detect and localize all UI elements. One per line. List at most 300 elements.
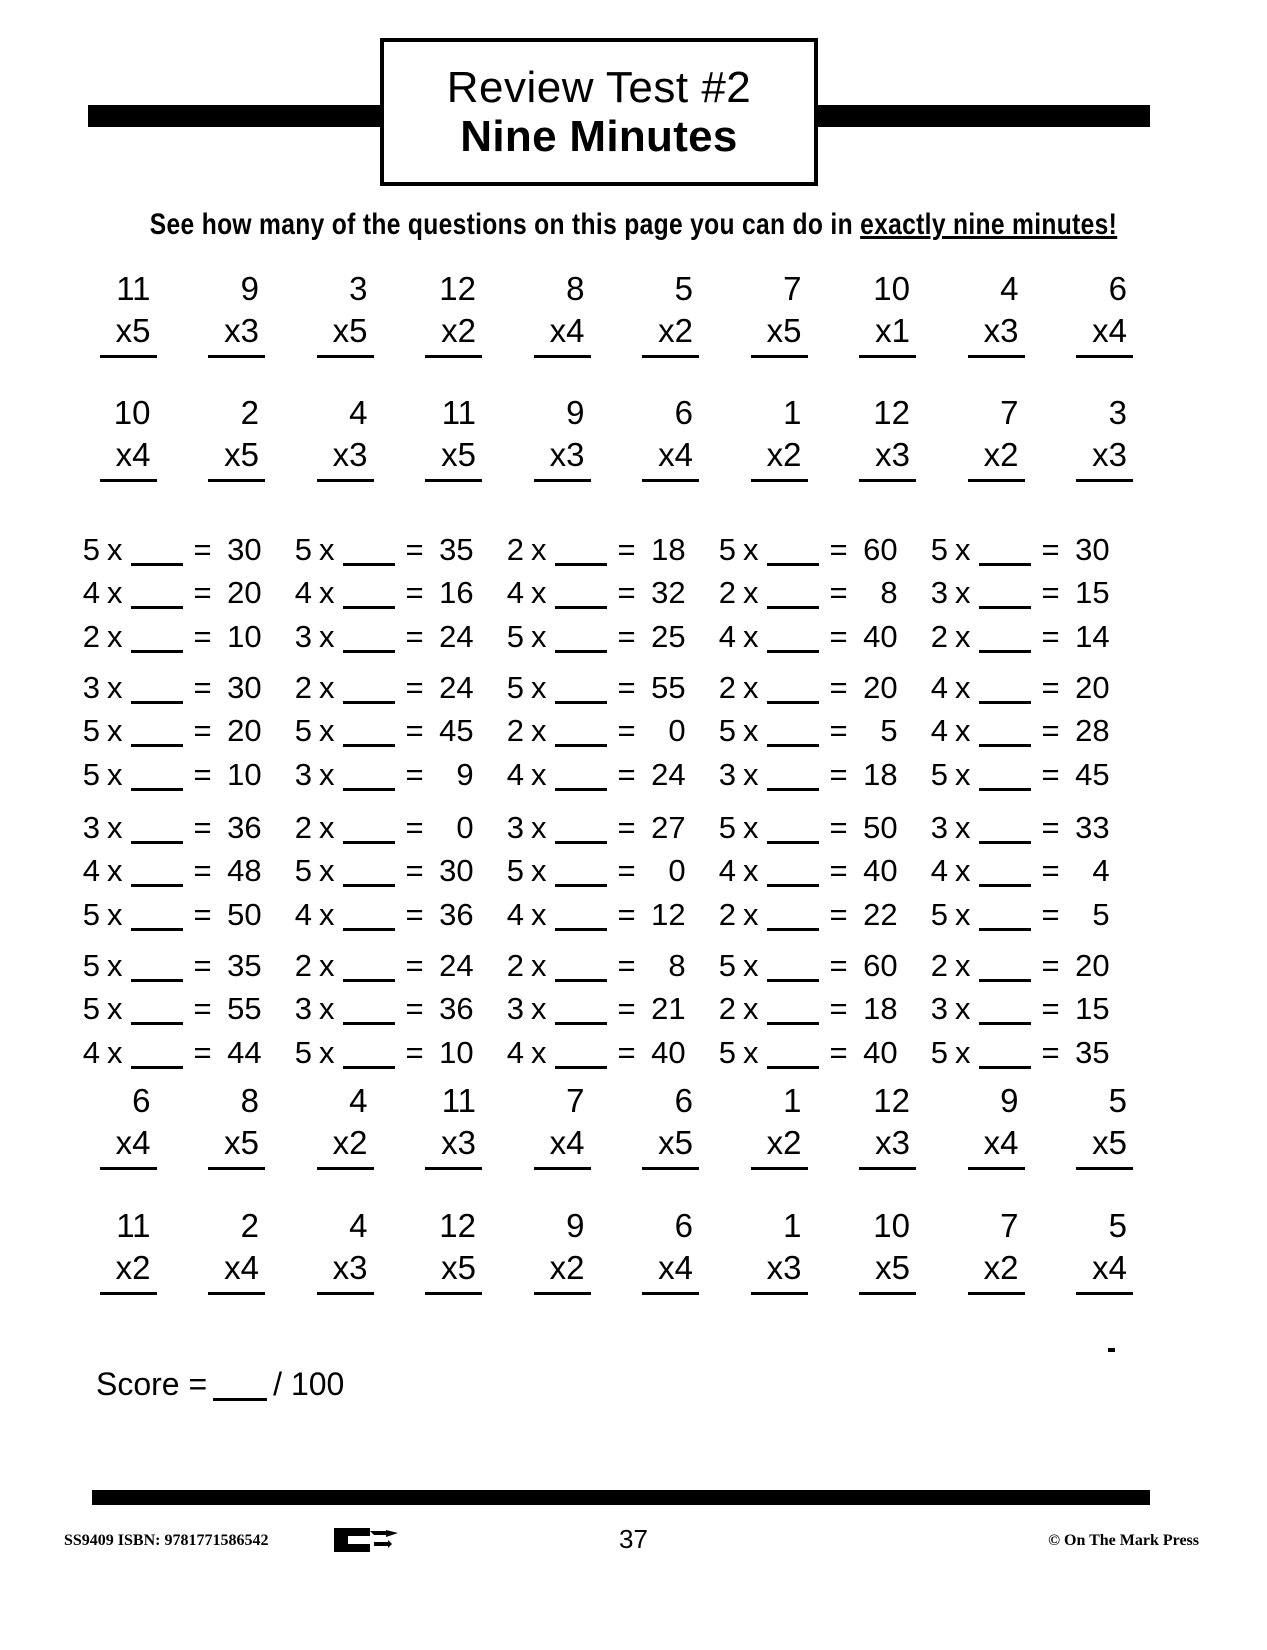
product: 50 <box>863 810 898 845</box>
equals-symbol: = <box>193 948 212 983</box>
equals-symbol: = <box>1041 670 1060 705</box>
answer-blank[interactable] <box>979 788 1031 791</box>
multiplicand: 11 <box>441 1082 476 1119</box>
equals-symbol: = <box>1041 948 1060 983</box>
vertical-problem <box>70 1205 179 1295</box>
product: 0 <box>456 810 474 845</box>
multiplier: x4 <box>1076 310 1133 358</box>
factor: 4 <box>82 575 100 611</box>
times-symbol: x <box>531 575 547 611</box>
answer-blank[interactable] <box>979 563 1031 566</box>
vertical-problem <box>721 1205 830 1295</box>
fill-equation <box>928 753 1140 796</box>
multiplicand: 9 <box>566 1207 585 1244</box>
answer-blank[interactable] <box>555 841 607 844</box>
answer-blank[interactable] <box>343 1022 395 1025</box>
fill-equation <box>80 806 292 849</box>
product: 10 <box>227 756 262 792</box>
equals-symbol: = <box>405 948 424 983</box>
factor: 5 <box>718 948 736 983</box>
fill-equation <box>504 666 716 709</box>
page-title-line-2: Nine Minutes <box>460 112 738 161</box>
equals-symbol: = <box>829 896 848 932</box>
times-symbol: x <box>319 810 335 845</box>
answer-blank[interactable] <box>767 606 819 609</box>
multiplier: x5 <box>642 1122 699 1170</box>
fill-equation <box>716 806 928 849</box>
product: 45 <box>1075 756 1110 792</box>
equals-symbol: = <box>405 618 424 654</box>
factor: 2 <box>718 575 736 611</box>
fill-column <box>716 528 928 658</box>
times-symbol: x <box>531 896 547 932</box>
answer-blank[interactable] <box>555 1066 607 1069</box>
multiplier: x4 <box>534 1122 591 1170</box>
fill-column <box>928 944 1140 1074</box>
vertical-problem <box>1047 1080 1156 1170</box>
answer-blank[interactable] <box>979 928 1031 931</box>
times-symbol: x <box>531 810 547 845</box>
vertical-problem <box>1047 1205 1156 1295</box>
equals-symbol: = <box>617 713 636 749</box>
factor: 5 <box>82 896 100 932</box>
answer-blank[interactable] <box>767 650 819 653</box>
answer-blank[interactable] <box>767 701 819 704</box>
score-label: Score = <box>96 1366 208 1402</box>
equals-symbol: = <box>405 756 424 792</box>
score-blank[interactable] <box>213 1398 267 1401</box>
equals-symbol: = <box>617 618 636 654</box>
multiplicand: 7 <box>783 270 802 307</box>
product: 35 <box>1075 1034 1110 1070</box>
vertical-problem <box>1047 268 1156 358</box>
equals-symbol: = <box>193 575 212 611</box>
fill-equation <box>504 806 716 849</box>
fill-equation <box>292 893 504 936</box>
factor: 3 <box>82 810 100 845</box>
answer-blank[interactable] <box>131 788 183 791</box>
multiplier: x5 <box>208 434 265 482</box>
product: 21 <box>651 991 686 1027</box>
answer-blank[interactable] <box>767 841 819 844</box>
product: 35 <box>227 948 262 983</box>
multiplier: x5 <box>425 1247 482 1295</box>
equals-symbol: = <box>1041 991 1060 1027</box>
times-symbol: x <box>743 853 759 889</box>
multiplicand: 7 <box>566 1082 585 1119</box>
factor: 4 <box>294 575 312 611</box>
answer-blank[interactable] <box>131 884 183 887</box>
multiplicand: 9 <box>566 394 585 431</box>
factor: 5 <box>294 1034 312 1070</box>
times-symbol: x <box>319 1034 335 1070</box>
multiplier: x4 <box>968 1122 1025 1170</box>
fill-column <box>504 528 716 658</box>
equals-symbol: = <box>1041 1034 1060 1070</box>
answer-blank[interactable] <box>131 650 183 653</box>
factor: 5 <box>930 756 948 792</box>
vertical-row-4 <box>70 1205 1155 1295</box>
fill-column <box>80 666 292 796</box>
answer-blank[interactable] <box>979 606 1031 609</box>
fill-equation <box>80 944 292 987</box>
product: 50 <box>227 896 262 932</box>
times-symbol: x <box>955 896 971 932</box>
times-symbol: x <box>319 670 335 705</box>
product: 24 <box>651 756 686 792</box>
factor: 4 <box>506 756 524 792</box>
answer-blank[interactable] <box>555 563 607 566</box>
answer-blank[interactable] <box>343 1066 395 1069</box>
factor: 2 <box>82 618 100 654</box>
fill-equation <box>80 709 292 752</box>
answer-blank[interactable] <box>555 650 607 653</box>
answer-blank[interactable] <box>131 979 183 982</box>
multiplier: x4 <box>534 310 591 358</box>
multiplicand: 10 <box>113 394 151 431</box>
equals-symbol: = <box>405 896 424 932</box>
instruction-plain: See how many of the questions on this page you can do in <box>149 208 861 241</box>
vertical-problem <box>721 1080 830 1170</box>
fill-equation <box>292 849 504 892</box>
equals-symbol: = <box>405 713 424 749</box>
equals-symbol: = <box>193 991 212 1027</box>
multiplier: x4 <box>100 434 157 482</box>
product: 30 <box>227 670 262 705</box>
equals-symbol: = <box>193 1034 212 1070</box>
times-symbol: x <box>107 756 123 792</box>
factor: 5 <box>82 991 100 1027</box>
fill-equation <box>80 893 292 936</box>
answer-blank[interactable] <box>343 928 395 931</box>
answer-blank[interactable] <box>131 1066 183 1069</box>
multiplicand: 4 <box>349 394 368 431</box>
answer-blank[interactable] <box>767 928 819 931</box>
factor: 3 <box>294 618 312 654</box>
factor: 4 <box>930 713 948 749</box>
page-title-line-1: Review Test #2 <box>446 62 752 112</box>
score-suffix: / 100 <box>273 1366 345 1402</box>
instruction-text <box>114 208 1153 242</box>
times-symbol: x <box>531 618 547 654</box>
product: 22 <box>863 896 898 932</box>
product: 18 <box>651 532 686 567</box>
equals-symbol: = <box>617 1034 636 1070</box>
product: 33 <box>1075 810 1110 845</box>
fill-equation <box>504 709 716 752</box>
multiplier: x4 <box>100 1122 157 1170</box>
answer-blank[interactable] <box>131 928 183 931</box>
equals-symbol: = <box>829 713 848 749</box>
footer-rule-band <box>92 1490 1150 1505</box>
times-symbol: x <box>107 853 123 889</box>
times-symbol: x <box>531 532 547 567</box>
fill-equation <box>504 849 716 892</box>
answer-blank[interactable] <box>979 744 1031 747</box>
fill-equation <box>504 753 716 796</box>
product: 5 <box>880 713 898 749</box>
fill-equation <box>80 753 292 796</box>
product: 0 <box>668 853 686 889</box>
product: 15 <box>1075 991 1110 1027</box>
vertical-problem <box>179 268 288 358</box>
product: 40 <box>651 1034 686 1070</box>
vertical-problem <box>287 1080 396 1170</box>
answer-blank[interactable] <box>131 744 183 747</box>
multiplier: x3 <box>859 434 916 482</box>
multiplier: x2 <box>642 310 699 358</box>
multiplier: x3 <box>1076 434 1133 482</box>
times-symbol: x <box>743 756 759 792</box>
answer-blank[interactable] <box>131 841 183 844</box>
product: 32 <box>651 575 686 611</box>
factor: 5 <box>930 532 948 567</box>
answer-blank[interactable] <box>131 701 183 704</box>
footer-publisher: © On The Mark Press <box>1048 1532 1199 1549</box>
fill-equation <box>292 1031 504 1074</box>
multiplier: x5 <box>100 310 157 358</box>
answer-blank[interactable] <box>979 1066 1031 1069</box>
multiplier: x5 <box>425 434 482 482</box>
equals-symbol: = <box>405 853 424 889</box>
answer-blank[interactable] <box>767 1066 819 1069</box>
factor: 4 <box>930 853 948 889</box>
times-symbol: x <box>955 1034 971 1070</box>
multiplicand: 12 <box>873 394 910 431</box>
answer-blank[interactable] <box>343 563 395 566</box>
answer-blank[interactable] <box>979 701 1031 704</box>
multiplicand: 3 <box>1108 394 1127 431</box>
answer-blank[interactable] <box>555 1022 607 1025</box>
fill-equation <box>716 571 928 614</box>
answer-blank[interactable] <box>131 606 183 609</box>
fill-equation <box>80 849 292 892</box>
times-symbol: x <box>319 618 335 654</box>
fill-column <box>80 806 292 936</box>
times-symbol: x <box>107 948 123 983</box>
multiplier: x1 <box>859 310 916 358</box>
answer-blank[interactable] <box>343 701 395 704</box>
vertical-problem <box>504 392 613 482</box>
vertical-problem <box>70 392 179 482</box>
answer-blank[interactable] <box>555 884 607 887</box>
answer-blank[interactable] <box>343 979 395 982</box>
times-symbol: x <box>107 532 123 567</box>
factor: 5 <box>718 810 736 845</box>
answer-blank[interactable] <box>979 841 1031 844</box>
equals-symbol: = <box>405 1034 424 1070</box>
fill-equation <box>504 944 716 987</box>
equals-symbol: = <box>829 670 848 705</box>
times-symbol: x <box>955 853 971 889</box>
product: 24 <box>439 670 474 705</box>
vertical-problem <box>504 268 613 358</box>
vertical-problem <box>287 392 396 482</box>
times-symbol: x <box>107 713 123 749</box>
times-symbol: x <box>107 1034 123 1070</box>
product: 20 <box>863 670 898 705</box>
answer-blank[interactable] <box>767 744 819 747</box>
factor: 3 <box>506 810 524 845</box>
product: 28 <box>1075 713 1110 749</box>
answer-blank[interactable] <box>555 701 607 704</box>
vertical-problem <box>396 1080 505 1170</box>
multiplicand: 1 <box>783 1207 802 1244</box>
times-symbol: x <box>107 896 123 932</box>
multiplier: x3 <box>534 434 591 482</box>
vertical-problem <box>938 268 1047 358</box>
score-line <box>96 1366 344 1403</box>
fill-equation <box>928 806 1140 849</box>
fill-column <box>80 528 292 658</box>
multiplicand: 12 <box>439 270 476 307</box>
times-symbol: x <box>107 618 123 654</box>
fill-column <box>504 806 716 936</box>
product: 4 <box>1092 853 1110 889</box>
fill-equation <box>292 944 504 987</box>
answer-blank[interactable] <box>767 884 819 887</box>
vertical-problem <box>179 1080 288 1170</box>
equals-symbol: = <box>1041 618 1060 654</box>
answer-blank[interactable] <box>979 650 1031 653</box>
multiplier: x2 <box>968 434 1025 482</box>
multiplier: x3 <box>968 310 1025 358</box>
answer-blank[interactable] <box>131 563 183 566</box>
equals-symbol: = <box>1041 896 1060 932</box>
times-symbol: x <box>955 575 971 611</box>
vertical-problem <box>830 392 939 482</box>
equals-symbol: = <box>1041 853 1060 889</box>
factor: 4 <box>294 896 312 932</box>
answer-blank[interactable] <box>979 884 1031 887</box>
fill-column <box>80 944 292 1074</box>
fill-column <box>292 806 504 936</box>
factor: 5 <box>294 532 312 567</box>
answer-blank[interactable] <box>979 979 1031 982</box>
times-symbol: x <box>107 991 123 1027</box>
multiplicand: 9 <box>1000 1082 1019 1119</box>
fill-equation <box>292 528 504 571</box>
fill-equation <box>928 528 1140 571</box>
fill-equation <box>504 1031 716 1074</box>
times-symbol: x <box>955 670 971 705</box>
answer-blank[interactable] <box>767 563 819 566</box>
equals-symbol: = <box>829 948 848 983</box>
factor: 5 <box>930 896 948 932</box>
answer-blank[interactable] <box>343 744 395 747</box>
product: 15 <box>1075 575 1110 611</box>
product: 30 <box>1075 532 1110 567</box>
multiplicand: 10 <box>873 1207 910 1244</box>
multiplier: x3 <box>317 434 374 482</box>
multiplier: x4 <box>208 1247 265 1295</box>
product: 40 <box>863 1034 898 1070</box>
answer-blank[interactable] <box>343 606 395 609</box>
multiplicand: 12 <box>873 1082 910 1119</box>
answer-blank[interactable] <box>767 1022 819 1025</box>
product: 25 <box>651 618 686 654</box>
fill-equation <box>716 666 928 709</box>
product: 48 <box>227 853 262 889</box>
fill-equation <box>716 944 928 987</box>
times-symbol: x <box>743 532 759 567</box>
stray-mark <box>1108 1348 1115 1352</box>
answer-blank[interactable] <box>131 1022 183 1025</box>
product: 30 <box>439 853 474 889</box>
fill-equation <box>928 615 1140 658</box>
factor: 5 <box>718 1034 736 1070</box>
equals-symbol: = <box>829 810 848 845</box>
multiplicand: 6 <box>132 1082 151 1119</box>
times-symbol: x <box>531 991 547 1027</box>
answer-blank[interactable] <box>767 788 819 791</box>
factor: 3 <box>718 756 736 792</box>
answer-blank[interactable] <box>555 928 607 931</box>
fill-equation <box>928 849 1140 892</box>
multiplier: x2 <box>317 1122 374 1170</box>
factor: 2 <box>718 670 736 705</box>
times-symbol: x <box>743 575 759 611</box>
answer-blank[interactable] <box>979 1022 1031 1025</box>
answer-blank[interactable] <box>343 884 395 887</box>
times-symbol: x <box>319 896 335 932</box>
times-symbol: x <box>531 713 547 749</box>
multiplier: x5 <box>317 310 374 358</box>
equals-symbol: = <box>193 810 212 845</box>
product: 14 <box>1075 618 1110 654</box>
times-symbol: x <box>955 713 971 749</box>
times-symbol: x <box>107 810 123 845</box>
factor: 2 <box>294 810 312 845</box>
product: 36 <box>439 991 474 1027</box>
answer-blank[interactable] <box>555 744 607 747</box>
fill-column <box>928 806 1140 936</box>
vertical-problem <box>613 1205 722 1295</box>
multiplicand: 3 <box>349 270 368 307</box>
multiplicand: 5 <box>1108 1082 1127 1119</box>
answer-blank[interactable] <box>343 650 395 653</box>
answer-blank[interactable] <box>343 841 395 844</box>
factor: 5 <box>294 713 312 749</box>
multiplicand: 10 <box>873 270 910 307</box>
multiplicand: 8 <box>566 270 585 307</box>
factor: 2 <box>506 948 524 983</box>
answer-blank[interactable] <box>555 979 607 982</box>
equals-symbol: = <box>193 713 212 749</box>
factor: 3 <box>506 991 524 1027</box>
equals-symbol: = <box>193 853 212 889</box>
product: 55 <box>227 991 262 1027</box>
multiplier: x3 <box>859 1122 916 1170</box>
factor: 2 <box>718 896 736 932</box>
equals-symbol: = <box>1041 810 1060 845</box>
times-symbol: x <box>319 575 335 611</box>
answer-blank[interactable] <box>555 788 607 791</box>
answer-blank[interactable] <box>343 788 395 791</box>
product: 36 <box>439 896 474 932</box>
product: 36 <box>227 810 262 845</box>
factor: 4 <box>506 575 524 611</box>
answer-blank[interactable] <box>767 979 819 982</box>
factor: 2 <box>718 991 736 1027</box>
fill-equation <box>928 893 1140 936</box>
product: 60 <box>863 948 898 983</box>
factor: 4 <box>82 853 100 889</box>
answer-blank[interactable] <box>555 606 607 609</box>
page-number: 37 <box>619 1524 648 1554</box>
fill-equation <box>292 666 504 709</box>
equals-symbol: = <box>1041 532 1060 567</box>
